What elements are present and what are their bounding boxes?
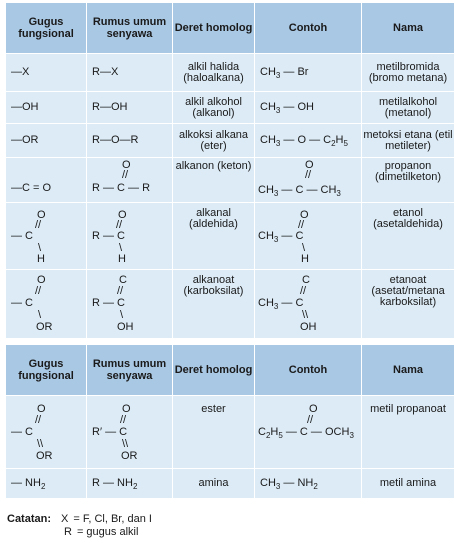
- rumus-cell: R—OH: [87, 92, 173, 124]
- header-nama: Nama: [362, 3, 455, 54]
- nama-cell: metilbromida (bromo metana): [362, 54, 455, 92]
- contoh-cell: O // $CH_3$ — C \ H: [255, 203, 362, 270]
- table-header-row: [6, 345, 455, 396]
- deret-cell: alkil halida (haloalkana): [173, 54, 255, 92]
- note-section: [7, 513, 152, 539]
- gugus-cell: —OH: [6, 92, 87, 124]
- note-label: Catatan:: [7, 513, 52, 525]
- nama-cell: propanon (dimetilketon): [362, 158, 455, 203]
- contoh-cell: C // $CH_3$ — C \\ OH: [255, 270, 362, 339]
- functional-group-table-1: [5, 2, 455, 339]
- contoh-cell: $CH_3$ — O — $C_2H_5$: [255, 124, 362, 158]
- gugus-cell: — $NH_2$: [6, 469, 87, 499]
- gugus-cell: —C = O: [6, 158, 87, 203]
- table-row: [6, 92, 455, 124]
- table-row: [6, 270, 455, 339]
- header-deret: Deret homolog: [173, 345, 255, 396]
- nama-cell: etanol (asetaldehida): [362, 203, 455, 270]
- header-gugus: Gugus fungsional: [6, 345, 87, 396]
- header-gugus: Gugus fungsional: [6, 3, 87, 54]
- nama-cell: metil amina: [362, 469, 455, 499]
- table-header-row: [6, 3, 455, 54]
- nama-cell: metil propanoat: [362, 396, 455, 469]
- gugus-cell: O // — C \ H: [6, 203, 87, 270]
- rumus-cell: C // R — C \ OH: [87, 270, 173, 339]
- contoh-cell: O // $CH_3$ — C — $CH_3$: [255, 158, 362, 203]
- nama-cell: metoksi etana (etil metileter): [362, 124, 455, 158]
- note-r-value: = gugus alkil: [76, 526, 139, 538]
- gugus-cell: —OR: [6, 124, 87, 158]
- rumus-cell: O // R′ — C \\ OR: [87, 396, 173, 469]
- contoh-cell: O // $C_2H_5$ — C — $OCH_3$: [255, 396, 362, 469]
- note-x-key: X: [61, 513, 69, 525]
- nama-cell: metilalkohol (metanol): [362, 92, 455, 124]
- contoh-cell: $CH_3$ — Br: [255, 54, 362, 92]
- deret-cell: ester: [173, 396, 255, 469]
- rumus-cell: O // R — C \ H: [87, 203, 173, 270]
- contoh-cell: $CH_3$ — $NH_2$: [255, 469, 362, 499]
- header-contoh: Contoh: [255, 345, 362, 396]
- header-deret: Deret homolog: [173, 3, 255, 54]
- deret-cell: alkoksi alkana (eter): [173, 124, 255, 158]
- table-row: [6, 54, 455, 92]
- contoh-cell: $CH_3$ — OH: [255, 92, 362, 124]
- functional-group-table-2: [5, 344, 455, 499]
- gugus-cell: —X: [6, 54, 87, 92]
- header-rumus: Rumus umum senyawa: [87, 345, 173, 396]
- deret-cell: alkanoat (karboksilat): [173, 270, 255, 339]
- rumus-cell: R — $NH_2$: [87, 469, 173, 499]
- deret-cell: alkanal (aldehida): [173, 203, 255, 270]
- rumus-cell: R—O—R: [87, 124, 173, 158]
- header-rumus: Rumus umum senyawa: [87, 3, 173, 54]
- functional-group-tables: [5, 2, 455, 499]
- rumus-cell: R—X: [87, 54, 173, 92]
- table-row: [6, 158, 455, 203]
- deret-cell: alkanon (keton): [173, 158, 255, 203]
- header-contoh: Contoh: [255, 3, 362, 54]
- deret-cell: amina: [173, 469, 255, 499]
- gugus-cell: O // — C \ OR: [6, 270, 87, 339]
- table-row: [6, 203, 455, 270]
- nama-cell: etanoat (asetat/metana karboksilat): [362, 270, 455, 339]
- note-x-value: = F, Cl, Br, dan I: [73, 513, 152, 525]
- rumus-cell: O // R — C — R: [87, 158, 173, 203]
- table-row: [6, 124, 455, 158]
- table-row: [6, 396, 455, 469]
- table-row: [6, 469, 455, 499]
- note-r-key: R: [64, 526, 72, 538]
- gugus-cell: O // — C \\ OR: [6, 396, 87, 469]
- deret-cell: alkil alkohol (alkanol): [173, 92, 255, 124]
- header-nama: Nama: [362, 345, 455, 396]
